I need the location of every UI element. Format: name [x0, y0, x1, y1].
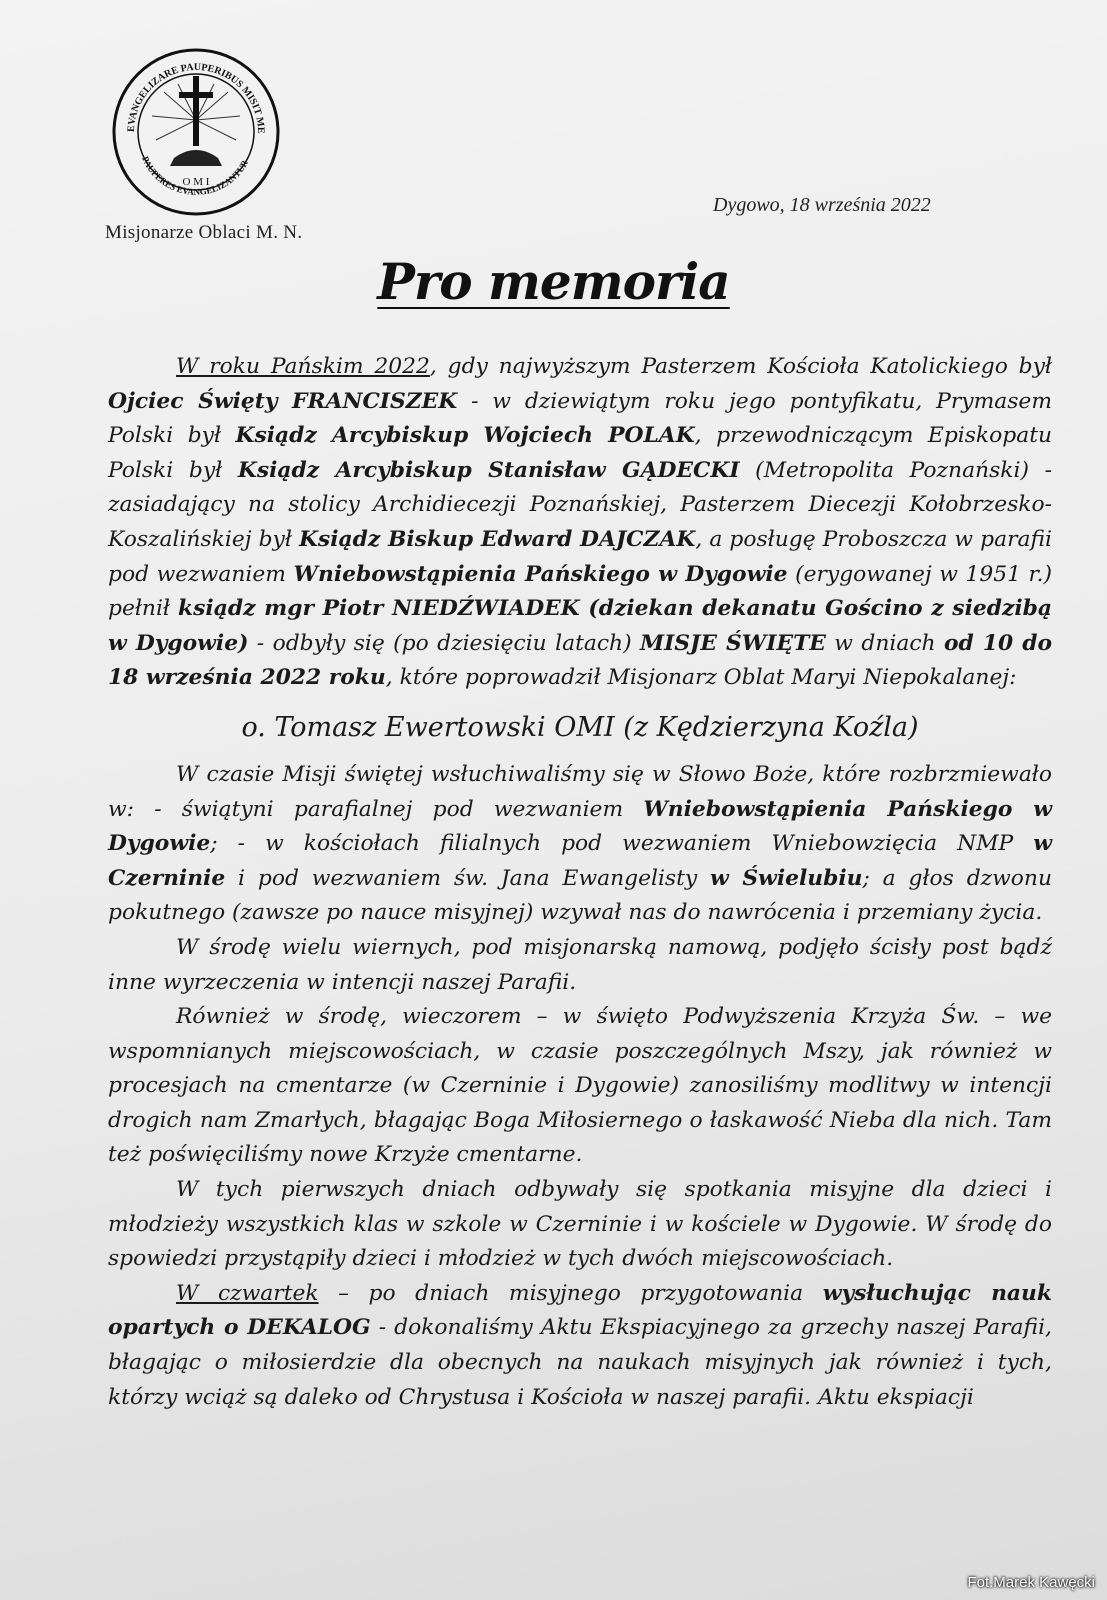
- thursday-label: W czwartek: [176, 1280, 319, 1306]
- text-run: - w dziewiątym roku jego pontyfikatu, Prymasem Polski był: [108, 388, 1052, 449]
- text-run: , gdy najwyższym Pasterzem Kościoła Katolickiego był: [429, 354, 1052, 379]
- episcopate-head-name: Ksiądz Arcybiskup Stanisław GĄDECKI: [237, 457, 740, 483]
- paragraph-holy-cross: Również w środę, wieczorem – w święto Podwyższenia Krzyża Św. – we wspomnianych miejscowościach, w czasie poszczególnych Mszy, jak również w procesjach na cmentarze (w Czerninie i Dygowie) zanosiliśmy modlitwy w intencji drogich nam Zmarłych, błagając Boga Miłosiernego o łaskawość Nieba dla nich. Tam też poświęciliśmy nowe Krzyże cmentarne.: [108, 1004, 1052, 1168]
- text-run: w dniach: [825, 630, 944, 656]
- place-czernin: w Czerninie: [108, 831, 1052, 891]
- text-run: , a posługę Proboszcza w parafii pod wezwaniem: [108, 526, 1052, 587]
- intro-paragraph: [108, 350, 1052, 696]
- seal-monogram: O M I: [182, 176, 210, 188]
- text-run: ; - w kościołach filialnych pod wezwaniem Wniebowzięcia NMP: [210, 831, 1034, 857]
- intro-year: W roku Pańskim 2022: [176, 354, 430, 379]
- parish-church-name: Wniebowstąpienia Pańskiego w Dygowie: [108, 796, 1052, 857]
- mission-dates: od 10 do 18 września 2022 roku: [108, 630, 1052, 691]
- text-run: ; a głos dzwonu pokutnego (zawsze po nauce misyjnej) wzywał nas do nawrócenia i przemiany życia.: [108, 865, 1052, 926]
- photo-credit: Fot.Marek Kawęcki: [967, 1574, 1095, 1591]
- paragraph-word-of-god: [108, 758, 1052, 931]
- place-swielubie: w Świelubiu: [710, 865, 863, 891]
- text-run: , które poprowadził Misjonarz Oblat Maryi Niepokalanej:: [385, 665, 1017, 691]
- seal-motto-bottom: PAUPERES EVANGELIZANTUR: [140, 154, 250, 197]
- text-run: W czasie Misji świętej wsłuchiwaliśmy się w Słowo Boże, które rozbrzmiewało w: - świątyni parafialnej pod wezwaniem: [108, 761, 1052, 822]
- paragraph-expiation: [108, 1277, 1052, 1415]
- mission-label: MISJE ŚWIĘTE: [639, 630, 826, 656]
- document-body: [108, 350, 1052, 1415]
- paragraph-fasting: W środę wielu wiernych, pod misjonarską namową, podjęło ścisły post bądź inne wyrzeczenia w intencji naszej Parafii.: [108, 934, 1052, 995]
- organization-name: Misjonarze Oblaci M. N.: [105, 222, 303, 243]
- parish-name: Wniebowstąpienia Pańskiego w Dygowie: [293, 561, 788, 587]
- text-run: (Metropolita Poznański) - zasiadający na stolicy Archidiecezji Poznańskiej, Pasterzem Diecezji Kołobrzesko-Koszalińskiej był: [108, 457, 1052, 552]
- primate-name: Ksiądz Arcybiskup Wojciech POLAK: [235, 423, 695, 449]
- document-date: Dygowo, 18 września 2022: [713, 194, 931, 216]
- missionary-name: o. Tomasz Ewertowski OMI (z Kędzierzyna Koźla): [241, 711, 919, 743]
- bishop-name: Ksiądz Biskup Edward DAJCZAK: [298, 526, 696, 552]
- text-run: , przewodniczącym Episkopatu Polski był: [108, 423, 1053, 483]
- text-run: i pod wezwaniem św. Jana Ewangelisty: [225, 865, 711, 891]
- document-title: [0, 252, 1107, 311]
- parish-priest-name: ksiądz mgr Piotr NIEDŹWIADEK (dziekan dekanatu Gościno z siedzibą w Dygowie): [108, 596, 1052, 656]
- oblate-seal-logo: [104, 40, 288, 220]
- paragraph-youth-meetings: W tych pierwszych dniach odbywały się spotkania misyjne dla dzieci i młodzieży wszystkich klas w szkole w Czerninie i w kościele w Dygowie. W środę do spowiedzi przystąpiły dzieci i młodzież w tych dwóch miejscowościach.: [108, 1177, 1052, 1272]
- text-run: - dokonaliśmy Aktu Ekspiacyjnego za grzechy naszej Parafii, błagając o miłosierdzie dla obecnych na naukach misyjnych jak również i tych, którzy wciąż są daleko od Chrystusa i Kościoła w naszej parafii. Aktu ekspiacji: [108, 1315, 1052, 1410]
- seal-motto-top: EVANGELIZARE PAUPERIBUS MISIT ME: [125, 61, 267, 134]
- decalogue-teachings: wysłuchując nauk opartych o DEKALOG: [108, 1280, 1052, 1341]
- text-run: – po dniach misyjnego przygotowania: [318, 1280, 823, 1306]
- text-run: (erygowanej w 1951 r.) pełnił: [108, 561, 1053, 622]
- pope-name: Ojciec Święty FRANCISZEK: [108, 388, 458, 414]
- text-run: - odbyły się (po dziesięciu latach): [248, 630, 640, 656]
- title-text: Pro memoria: [377, 252, 730, 311]
